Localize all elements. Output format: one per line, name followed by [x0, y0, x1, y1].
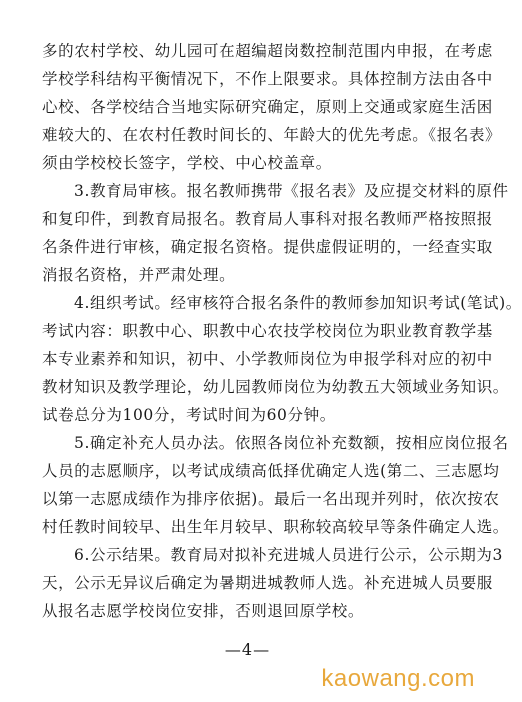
- text-line: 消报名资格，并严肃处理。: [42, 266, 236, 284]
- text-line: 5.确定补充人员办法。依照各岗位补充数额，按相应岗位报名: [74, 434, 509, 452]
- text-line: 6.公示结果。教育局对拟补充进城人员进行公示，公示期为3: [74, 546, 503, 564]
- text-line: 4.组织考试。经审核符合报名条件的教师参加知识考试(笔试)。: [74, 294, 522, 312]
- text-line: 从报名志愿学校岗位安排，否则退回原学校。: [42, 602, 365, 620]
- text-line: 考试内容：职教中心、职教中心农技学校岗位为职业教育教学基: [42, 322, 493, 340]
- text-line: 以第一志愿成绩作为排序依据)。最后一名出现并列时，依次按农: [42, 490, 500, 508]
- text-line: 和复印件，到教育局报名。教育局人事科对报名教师严格按照报: [42, 210, 493, 228]
- text-line: 难较大的、在农村任教时间长的、年龄大的优先考虑。《报名表》: [42, 126, 502, 144]
- page-number: —4—: [224, 640, 271, 659]
- text-line: 学校学科结构平衡情况下，不作上限要求。具体控制方法由各中: [42, 70, 493, 88]
- text-line: 天，公示无异议后确定为暑期进城教师人选。补充进城人员要服: [42, 574, 493, 592]
- text-line: 名条件进行审核，确定报名资格。提供虚假证明的，一经查实取: [42, 238, 493, 256]
- text-line: 须由学校校长签字，学校、中心校盖章。: [42, 154, 332, 172]
- text-line: 心校、各学校结合当地实际研究确定，原则上交通或家庭生活困: [42, 98, 493, 116]
- text-line: 多的农村学校、幼儿园可在超编超岗数控制范围内申报，在考虑: [42, 42, 493, 60]
- text-line: 村任教时间较早、出生年月较早、职称较高较早等条件确定人选。: [42, 518, 509, 536]
- text-line: 试卷总分为100分，考试时间为60分钟。: [42, 406, 336, 424]
- text-line: 本专业素养和知识，初中、小学教师岗位为申报学科对应的初中: [42, 350, 493, 368]
- text-line: 教材知识及教学理论，幼儿园教师岗位为幼教五大领域业务知识。: [42, 378, 509, 396]
- text-line: 3.教育局审核。报名教师携带《报名表》及应提交材料的原件: [74, 182, 509, 200]
- text-line: 人员的志愿顺序，以考试成绩高低择优确定人选(第二、三志愿均: [42, 462, 500, 480]
- watermark-logo: kaowang.com: [321, 665, 475, 692]
